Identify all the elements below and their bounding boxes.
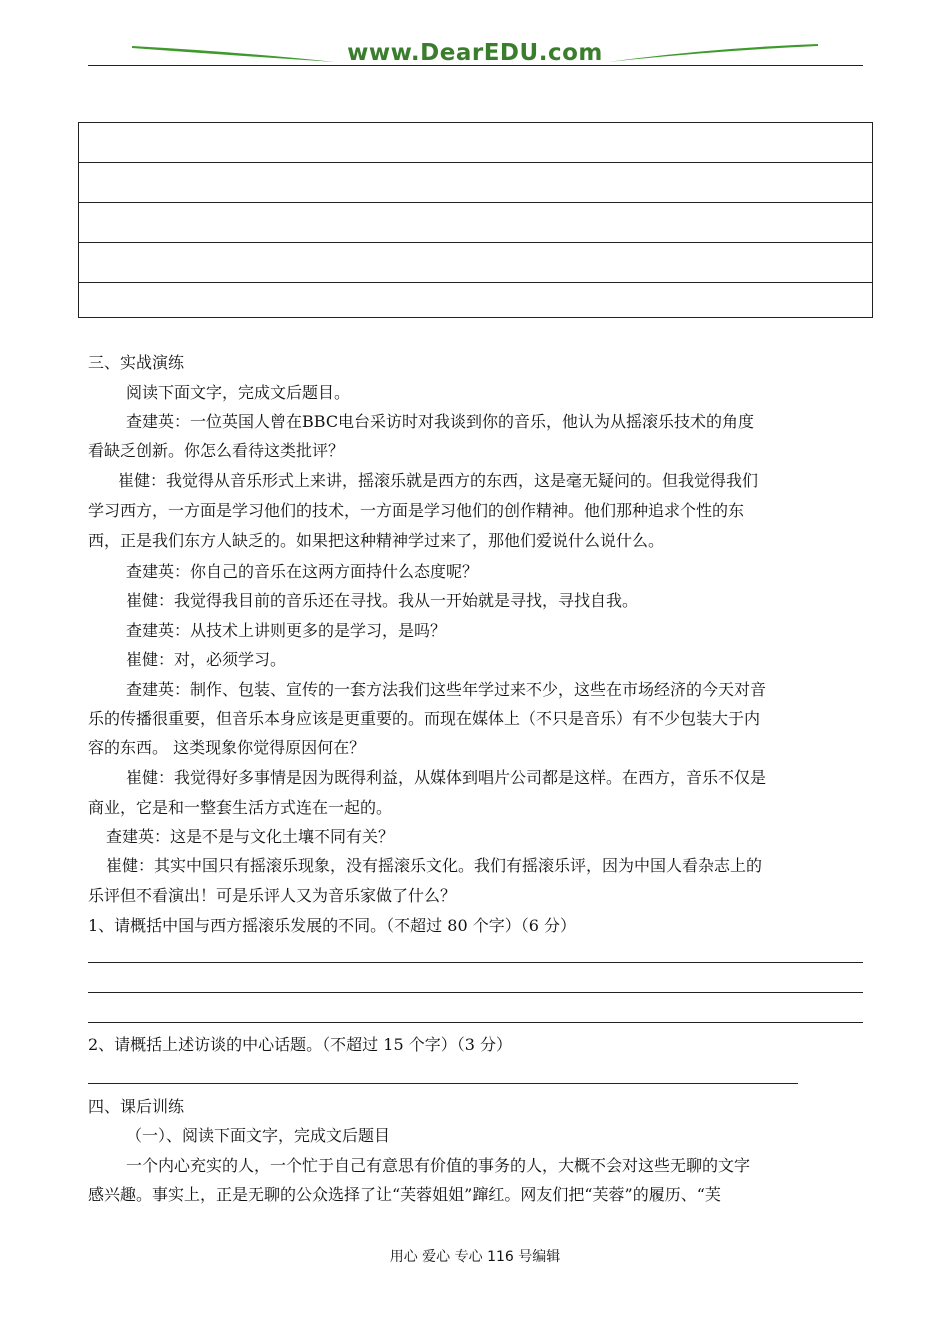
header-rule [88,65,863,66]
section-4-subtitle: （一）、阅读下面文字，完成文后题目 [126,1126,391,1145]
paragraph-line: 查建英：这是不是与文化土壤不同有关？ [106,827,395,846]
paragraph-line: 崔健：对，必须学习。 [126,650,287,669]
section-4-title: 四、课后训练 [88,1097,185,1116]
answer-line[interactable] [88,1022,863,1023]
paragraph-line: 查建英：制作、包装、宣传的一套方法我们这些年学过来不少，这些在市场经济的今天对音 [126,680,767,699]
paragraph-line: 一个内心充实的人，一个忙于自己有意思有价值的事务的人，大概不会对这些无聊的文字 [126,1156,751,1175]
paragraph-line: 看缺乏创新。你怎么看待这类批评？ [88,441,345,460]
paragraph-line: 查建英：你自己的音乐在这两方面持什么态度呢？ [126,562,479,581]
paragraph-line: 容的东西。 这类现象你觉得原因何在？ [88,738,366,757]
table-row [79,163,872,203]
answer-table [78,122,873,318]
paragraph-line: 学习西方，一方面是学习他们的技术，一方面是学习他们的创作精神。他们那种追求个性的东 [88,501,745,520]
paragraph-line: 查建英：一位英国人曾在BBC电台采访时对我谈到你的音乐，他认为从摇滚乐技术的角度 [126,412,755,431]
table-row [79,243,872,283]
answer-line[interactable] [88,962,863,963]
question-2: 2、请概括上述访谈的中心话题。（不超过 15 个字）（3 分） [88,1035,512,1054]
answer-line[interactable] [88,992,863,993]
paragraph-line: 崔健：我觉得我目前的音乐还在寻找。我从一开始就是寻找，寻找自我。 [126,591,639,610]
page-footer: 用心 爱心 专心 116 号编辑 [389,1249,561,1265]
paragraph-line: 崔健：我觉得好多事情是因为既得利益，从媒体到唱片公司都是这样。在西方，音乐不仅是 [126,768,767,787]
question-1: 1、请概括中国与西方摇滚乐发展的不同。（不超过 80 个字）（6 分） [88,916,576,935]
paragraph-line: 乐评但不看演出！可是乐评人又为音乐家做了什么？ [88,886,457,905]
answer-line[interactable] [88,1083,798,1084]
paragraph-line: 感兴趣。事实上，正是无聊的公众选择了让“芙蓉姐姐”蹿红。网友们把“芙蓉”的履历、“芙 [88,1185,721,1204]
section-3-title: 三、实战演练 [88,353,185,372]
table-row [79,123,872,163]
table-row [79,283,872,322]
logo-text: www.DearEDU.com [347,40,603,66]
paragraph-line: 崔健：其实中国只有摇滚乐现象，没有摇滚乐文化。我们有摇滚乐评，因为中国人看杂志上的 [106,856,763,875]
section-3-instruction: 阅读下面文字，完成文后题目。 [126,383,351,402]
paragraph-line: 西，正是我们东方人缺乏的。如果把这种精神学过来了，那他们爱说什么说什么。 [88,531,665,550]
paragraph-line: 乐的传播很重要，但音乐本身应该是更重要的。而现在媒体上（不只是音乐）有不少包装大于内 [88,709,761,728]
paragraph-line: 商业，它是和一整套生活方式连在一起的。 [88,798,393,817]
table-row [79,203,872,243]
paragraph-line: 查建英：从技术上讲则更多的是学习，是吗？ [126,621,447,640]
paragraph-line: 崔健：我觉得从音乐形式上来讲，摇滚乐就是西方的东西，这是毫无疑问的。但我觉得我们 [118,471,759,490]
